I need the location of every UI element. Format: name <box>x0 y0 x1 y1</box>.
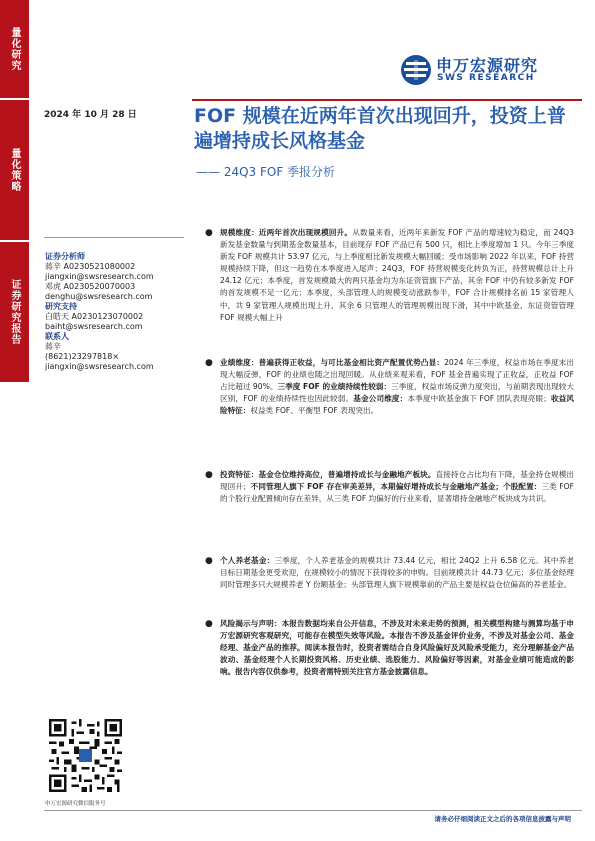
side-tag-quant-strategy: 量化策略 <box>0 100 29 240</box>
bullet-lead-3: 个股配置： <box>503 482 542 492</box>
analyst-line: 邓虎 A0230520070003 <box>45 282 136 291</box>
bullet-lead: 业绩维度：普遍获得正收益，与可比基金相比资产配置优势凸显： <box>220 358 445 367</box>
title-divider <box>192 99 582 101</box>
analyst-email[interactable]: denghu@swsresearch.com <box>45 292 153 301</box>
bullet-body: 2024 年三季度，权益市场在季度末出现大幅反弹，FOF 的业绩也随之出现回暖。从业绩来观来看，FOF 基金普遍实现了正收益，正收益 FOF 占比超过 90%。 <box>220 358 574 392</box>
bullet-performance <box>204 357 574 463</box>
contact-header: 联系人 <box>45 332 69 341</box>
footer-divider <box>44 810 582 811</box>
bullet-lead: 风险揭示与声明： <box>220 619 282 628</box>
bullet-dot-icon: ● <box>205 619 213 629</box>
analyst-line: 蒋辛 A0230521080002 <box>45 262 136 271</box>
support-line: 白皓天 A0230123070002 <box>45 312 144 321</box>
info-divider <box>44 237 184 238</box>
logo-english-name: SWS RESEARCH <box>437 73 535 83</box>
contact-email[interactable]: jiangxin@swsresearch.com <box>45 362 154 371</box>
bullet-lead-3: 基金公司维度： <box>353 394 408 404</box>
bullet-body-3: 三类 FOF 的个股行业配置倾向存在差异，从三类 FOF 均偏好的行业来看，显著增持金融地产板块成为共识。 <box>220 482 574 504</box>
bullet-lead-2: 不同管理人旗下 FOF 存在审美差异，本期偏好增持成长与金融地产基金； <box>250 482 504 492</box>
support-email[interactable]: baiht@swsresearch.com <box>45 322 143 331</box>
report-date: 2024 年 10 月 28 日 <box>44 110 137 120</box>
footer-disclaimer: 请务必仔细阅读正文之后的各项信息披露与声明 <box>434 815 571 823</box>
report-title: FOF 规模在近两年首次出现回升，投资上普遍增持成长风格基金 <box>194 105 566 152</box>
bullet-body: 本报告数据均来自公开信息，不涉及对未来走势的预测，相关模型构建与测算均基于申万宏源研究客观研究，可能存在模型失效等风险。本报告不涉及基金评价业务，不涉及对基金公司、基金经理、基金产品的推荐。阅读本报告时，投资者需结合自身风险偏好及风险承受能力，充分理解基金产品波动、基金经理个人长期投资风格、历史业绩、选股能力、风险偏好等因素，对基金业绩可能造成的影响。报告内容仅供参考，投资者需特别关注官方基金披露信息。 <box>220 619 574 677</box>
bullet-lead: 个人养老基金： <box>220 556 275 565</box>
company-logo <box>400 52 565 88</box>
side-strip <box>0 0 29 841</box>
bullet-body: 从数量来看，近两年来新发 FOF 产品的增速较为稳定，而 24Q3 新发基金数量与到期基金数量基本，目前现存 FOF 产品已有 500 只，相比上季度增加 1 只。今年三季度新发 FOF 规模共计 53.97 亿元，与上季度相比新发规模大幅回暖；受市场影响 2022 年以来，FOF 持营规模持续下降，但这一趋势在本季度进入尾声；24Q3，FOF 持营规模变化转负为正，持营规模总计上升 24.12 亿元；本季度，首发规模最大的两只基金均为东证资管旗下产品，其余 FOF 中仍有较多新发 FOF 的首发规模不足一亿元；本季度，头部管理人的规模变动涨跌参半，FOF 合计规模排名前 15 家管理人中，共 9 家管理人规模出现上升，其余 6 只管理人的管理规模出现下滑，其中中欧基金、东证资管管理 FOF 规模大幅上升 <box>220 228 574 322</box>
analyst-info <box>45 252 195 372</box>
bullet-body-4: 权益类 FOF、平衡型 FOF 表现突出。 <box>250 406 379 416</box>
qr-code-icon[interactable] <box>49 719 122 792</box>
bullet-lead: 投资特征：基金仓位维持高位，普遍增持成长与金融地产板块。 <box>220 470 436 479</box>
summary-bullets <box>204 227 574 712</box>
bullet-body: 直接持仓占比均有下降，基金持仓规模出现回升； <box>220 470 574 492</box>
bullet-lead-4: 收益风险特征： <box>220 394 574 416</box>
side-tag-quant-research: 量化研究 <box>0 0 29 98</box>
bullet-dot-icon: ● <box>205 228 213 238</box>
bullet-dot-icon: ● <box>205 358 213 368</box>
bullet-scale <box>204 227 574 351</box>
bullet-body-3: 本季度中欧基金旗下 FOF 团队表现亮眼； <box>407 394 551 404</box>
bullet-dot-icon: ● <box>205 470 213 480</box>
contact-name: 蒋辛 <box>45 342 61 351</box>
qr-caption: 申万宏源研究微信服务号 <box>45 801 106 807</box>
analyst-header: 证券分析师 <box>45 252 85 261</box>
bullet-pension <box>204 555 574 612</box>
bullet-body: 三季度，个人养老基金的规模共计 73.44 亿元，相比 24Q2 上升 6.58 亿元。其中养老目标日期基金更受欢迎，在规模较小的情况下获得较多的申购。目前规模共计 44.73 亿元；多位基金经理同时管理多只大规模养老 Y 份额基金；头部管理人旗下规模靠前的产品主要是权益仓位偏高的养老基金。 <box>220 556 574 590</box>
contact-phone: (8621)23297818× <box>45 352 120 361</box>
side-tag-report-type: 证券研究报告 <box>0 242 29 382</box>
support-header: 研究支持 <box>45 302 77 311</box>
bullet-investment <box>204 469 574 549</box>
bullet-dot-icon: ● <box>205 556 213 566</box>
bullet-lead: 规模维度：近两年首次出现规模回升。 <box>220 228 353 237</box>
sws-logo-icon <box>400 54 432 86</box>
report-subtitle: —— 24Q3 FOF 季报分析 <box>196 165 336 179</box>
bullet-lead-2: 三季度 FOF 的业绩持续性较弱： <box>277 382 392 392</box>
logo-chinese-name: 申万宏源研究 <box>436 56 539 75</box>
bullet-risk <box>204 618 574 706</box>
bullet-body-2: 三季度，权益市场反弹力度突出，与前期表现出现较大区别，FOF 的业绩持续性也因此较弱。 <box>220 382 574 404</box>
analyst-email[interactable]: jiangxin@swsresearch.com <box>45 272 154 281</box>
